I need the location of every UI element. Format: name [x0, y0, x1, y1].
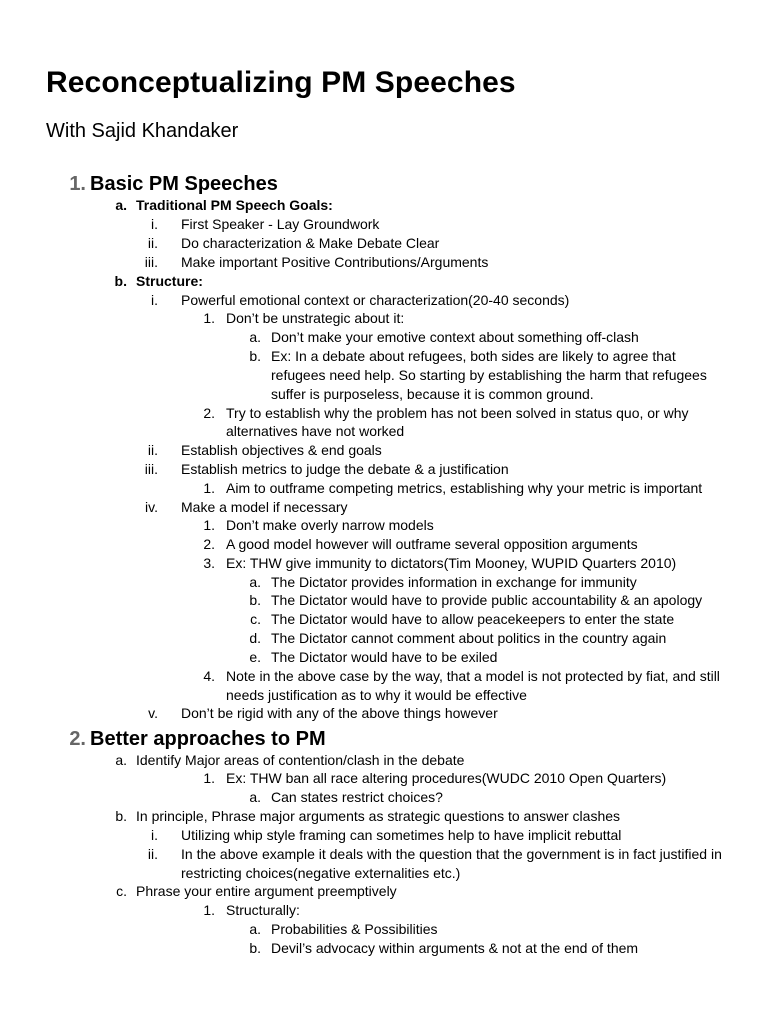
- list-marker: d.: [249, 630, 261, 646]
- document-subtitle: With Sajid Khandaker: [46, 120, 239, 142]
- outline-item: [0, 864, 768, 883]
- list-marker: a.: [249, 789, 261, 805]
- list-marker: 1.: [203, 517, 215, 533]
- list-marker: a.: [249, 921, 261, 937]
- outline-item: [0, 479, 768, 498]
- item-text: Don’t be rigid with any of the above things however: [181, 705, 498, 721]
- list-marker: 1.: [203, 480, 215, 496]
- outline-item: [0, 882, 768, 901]
- list-marker: i.: [151, 216, 158, 232]
- item-text: Utilizing whip style framing can sometimes help to have implicit rebuttal: [181, 827, 622, 843]
- outline-item: [0, 751, 768, 770]
- outline-item: [0, 441, 768, 460]
- item-text: The Dictator would have to be exiled: [271, 649, 498, 665]
- item-text: Ex: THW give immunity to dictators(Tim Mooney, WUPID Quarters 2010): [226, 555, 677, 571]
- outline-item: [0, 234, 768, 253]
- list-marker: 3.: [203, 555, 215, 571]
- item-text: Note in the above case by the way, that a model is not protected by fiat, and still: [226, 668, 720, 684]
- list-marker: 2.: [203, 536, 215, 552]
- item-text: Do characterization & Make Debate Clear: [181, 235, 440, 251]
- item-text: In principle, Phrase major arguments as strategic questions to answer clashes: [136, 808, 621, 824]
- item-text: Establish objectives & end goals: [181, 442, 382, 458]
- item-text: Phrase your entire argument preemptively: [136, 883, 397, 899]
- outline-item: [0, 404, 768, 423]
- item-text: Ex: THW ban all race altering procedures(WUDC 2010 Open Quarters): [226, 770, 667, 786]
- outline-item: [0, 309, 768, 328]
- outline-item: [0, 629, 768, 648]
- item-text: alternatives have not worked: [226, 423, 405, 439]
- outline-item: [0, 704, 768, 723]
- section-heading: [0, 171, 768, 197]
- outline-item: [0, 215, 768, 234]
- outline-item: [0, 498, 768, 517]
- item-text: Powerful emotional context or characterization(20-40 seconds): [181, 292, 570, 308]
- item-text: Identify Major areas of contention/clash in the debate: [136, 752, 465, 768]
- list-marker: 4.: [203, 668, 215, 684]
- list-marker: b.: [115, 808, 127, 824]
- list-marker: b.: [114, 273, 127, 289]
- list-marker: c.: [250, 611, 261, 627]
- outline-item: [0, 196, 768, 215]
- outline-item: [0, 516, 768, 535]
- list-marker: i.: [151, 292, 158, 308]
- outline-item: [0, 826, 768, 845]
- item-text: Make important Positive Contributions/Arguments: [181, 254, 489, 270]
- item-text: First Speaker - Lay Groundwork: [181, 216, 380, 232]
- item-text: Traditional PM Speech Goals:: [136, 197, 333, 213]
- item-text: Structure:: [136, 273, 203, 289]
- list-marker: ii.: [147, 442, 158, 458]
- list-marker: b.: [249, 592, 261, 608]
- outline-item: [0, 901, 768, 920]
- outline-item: [0, 788, 768, 807]
- list-marker: a.: [115, 197, 127, 213]
- list-marker: a.: [249, 574, 261, 590]
- item-text: refugees need help. So starting by establishing the harm that refugees: [271, 367, 707, 383]
- item-text: Better approaches to PM: [90, 728, 326, 750]
- list-marker: e.: [249, 649, 261, 665]
- outline-item: [0, 535, 768, 554]
- outline-item: [0, 920, 768, 939]
- item-text: Basic PM Speeches: [90, 173, 278, 195]
- outline-item: [0, 385, 768, 404]
- section-heading: [0, 726, 768, 752]
- list-marker: iii.: [144, 461, 158, 477]
- list-marker: iv.: [145, 499, 158, 515]
- outline-item: [0, 366, 768, 385]
- item-text: Don’t be unstrategic about it:: [226, 310, 405, 326]
- list-marker: a.: [115, 752, 127, 768]
- list-marker: v.: [148, 705, 158, 721]
- outline-item: [0, 460, 768, 479]
- outline-item: [0, 610, 768, 629]
- outline-item: [0, 807, 768, 826]
- outline-item: [0, 573, 768, 592]
- item-text: Establish metrics to judge the debate & a justification: [181, 461, 509, 477]
- item-text: Aim to outframe competing metrics, establishing why your metric is important: [226, 480, 703, 496]
- item-text: Try to establish why the problem has not been solved in status quo, or why: [226, 405, 689, 421]
- item-text: The Dictator cannot comment about politics in the country again: [271, 630, 667, 646]
- list-marker: ii.: [147, 846, 158, 862]
- outline-item: [0, 845, 768, 864]
- list-marker: 2.: [203, 405, 215, 421]
- list-marker: a.: [249, 329, 261, 345]
- list-marker: 1.: [203, 770, 215, 786]
- item-text: needs justification as to why it would be effective: [226, 687, 527, 703]
- item-text: Devil’s advocacy within arguments & not at the end of them: [271, 940, 639, 956]
- item-text: Make a model if necessary: [181, 499, 348, 515]
- list-marker: 2.: [69, 728, 86, 750]
- outline-item: [0, 253, 768, 272]
- outline-item: [0, 272, 768, 291]
- outline-item: [0, 939, 768, 958]
- list-marker: c.: [116, 883, 127, 899]
- item-text: Don’t make your emotive context about something off-clash: [271, 329, 639, 345]
- outline-item: [0, 648, 768, 667]
- list-marker: b.: [249, 940, 261, 956]
- item-text: The Dictator would have to allow peacekeepers to enter the state: [271, 611, 675, 627]
- list-marker: 1.: [69, 173, 86, 195]
- item-text: The Dictator provides information in exchange for immunity: [271, 574, 637, 590]
- item-text: Can states restrict choices?: [271, 789, 443, 805]
- outline-item: [0, 291, 768, 310]
- document-title: Reconceptualizing PM Speeches: [46, 66, 516, 99]
- list-marker: 1.: [203, 310, 215, 326]
- outline-item: [0, 422, 768, 441]
- outline-item: [0, 328, 768, 347]
- list-marker: ii.: [147, 235, 158, 251]
- list-marker: i.: [151, 827, 158, 843]
- item-text: A good model however will outframe several opposition arguments: [226, 536, 638, 552]
- item-text: Probabilities & Possibilities: [271, 921, 438, 937]
- item-text: restricting choices(negative externalities etc.): [181, 865, 461, 881]
- outline-item: [0, 686, 768, 705]
- list-marker: b.: [249, 348, 261, 364]
- item-text: The Dictator would have to provide public accountability & an apology: [271, 592, 703, 608]
- outline-item: [0, 667, 768, 686]
- item-text: Don’t make overly narrow models: [226, 517, 434, 533]
- item-text: Ex: In a debate about refugees, both sides are likely to agree that: [271, 348, 676, 364]
- item-text: Structurally:: [226, 902, 300, 918]
- item-text: suffer is purposeless, because it is common ground.: [271, 386, 594, 402]
- item-text: In the above example it deals with the question that the government is in fact justified in: [181, 846, 722, 862]
- list-marker: iii.: [144, 254, 158, 270]
- outline-item: [0, 769, 768, 788]
- outline-item: [0, 554, 768, 573]
- outline-item: [0, 591, 768, 610]
- list-marker: 1.: [203, 902, 215, 918]
- outline-item: [0, 347, 768, 366]
